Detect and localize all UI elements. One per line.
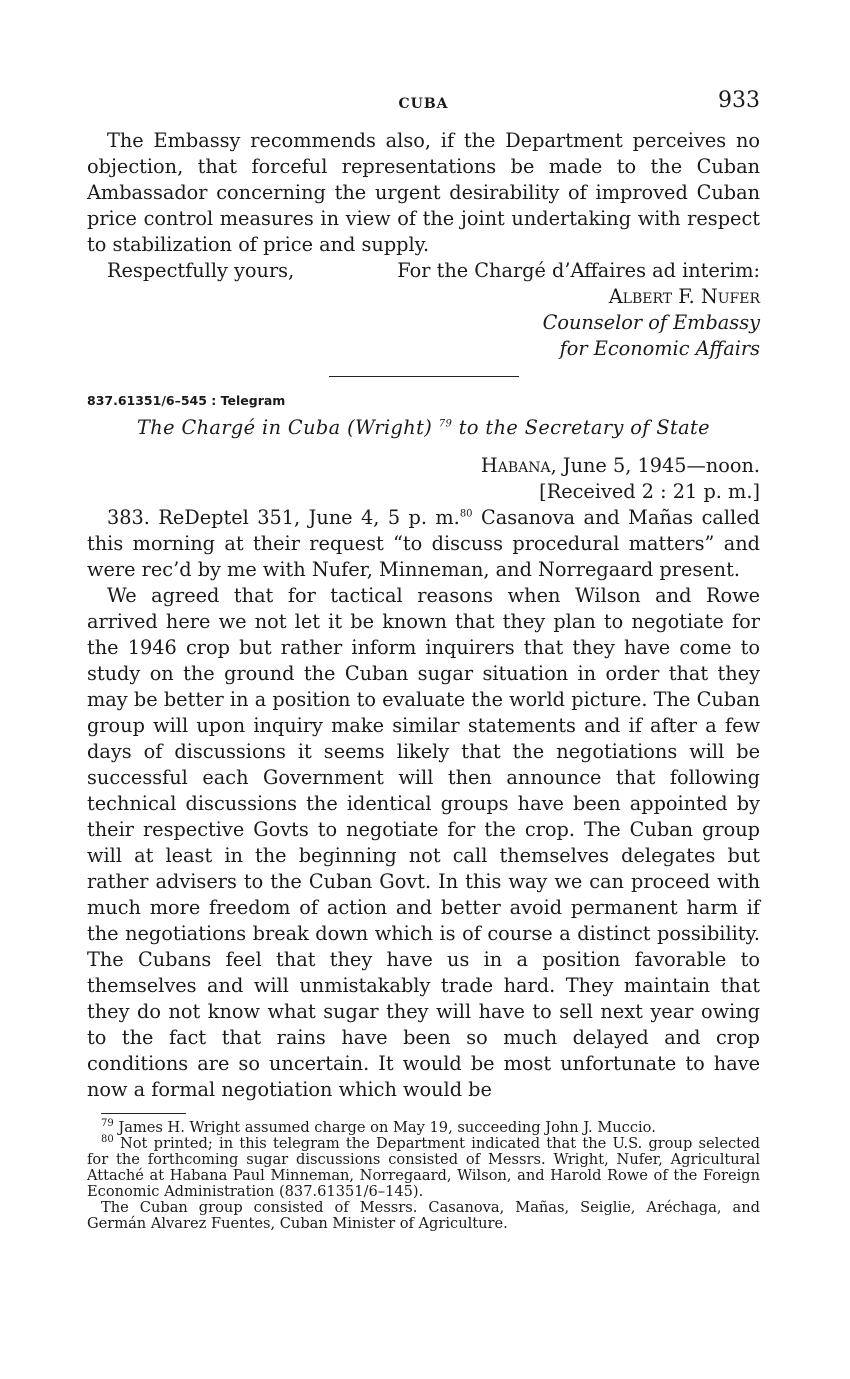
page <box>87 88 760 1232</box>
footnote-79 <box>87 1120 760 1136</box>
closing-phrase: Respectfully yours, <box>107 259 295 282</box>
dateline-place: Habana <box>480 454 551 477</box>
dateline <box>87 453 760 479</box>
telegram-p1-after: Casanova and Mañas called this morning at their request “to discuss procedural matters” and were rec’d by me with Nufer, Minneman, and Norregaard present. <box>87 506 760 581</box>
signer-title-2: for Economic Affairs <box>559 337 760 360</box>
telegram-paragraph-2: We agreed that for tactical reasons when Wilson and Rowe arrived here we not let it be known that they plan to negotiate for the 1946 crop but rather inform inquirers that they have come to study on the ground the Cuban sugar situation in order that they may be better in a position to evaluate the world picture. The Cuban group will upon inquiry make similar statements and if after a few days of discussions it seems likely that the negotiations will be successful each Government will then announce that following technical discussions the identical groups have been appointed by their respective Govts to negotiate for the crop. The Cuban group will at least in the beginning not call themselves delegates but rather advisers to the Cuban Govt. In this way we can proceed with much more freedom of action and better avoid permanent harm if the negotiations break down which is of course a distinct possibility. The Cubans feel that they have us in a position favorable to themselves and will unmistakably trade hard. They maintain that they do not know what sugar they will have to sell next year owing to the fact that rains have been so much delayed and crop conditions are so uncertain. It would be most unfortunate to have now a formal negotiation which would be <box>87 584 760 1101</box>
for-line: For the Chargé d’Affaires ad interim: <box>397 259 760 282</box>
signer-name: Albert F. Nufer <box>608 285 760 308</box>
dateline-date: , June 5, 1945—noon. <box>550 454 760 477</box>
opening-paragraph: The Embassy recommends also, if the Department perceives no objection, that forceful representations be made to the Cuban Ambassador concerning the urgent desirability of improved Cuban price control measures in view of the joint undertaking with respect to stabilization of price and supply. <box>87 129 760 256</box>
page-header <box>87 88 760 128</box>
footnote-79-number: 79 <box>101 1118 114 1130</box>
page-number: 933 <box>718 88 760 113</box>
footnote-ref-80: 80 <box>459 508 473 520</box>
received-line: [Received 2 : 21 p. m.] <box>539 480 760 503</box>
footnote-80 <box>87 1136 760 1200</box>
footnote-ref-79: 79 <box>438 418 453 430</box>
footnote-divider <box>101 1113 186 1114</box>
document-title-before: The Chargé in Cuba (Wright) <box>137 416 439 439</box>
footnote-80-number: 80 <box>101 1134 114 1146</box>
footnote-79-text: James H. Wright assumed charge on May 19, succeeding John J. Muccio. <box>113 1119 656 1136</box>
telegram-p1-before: 383. ReDeptel 351, June 4, 5 p. m. <box>107 506 460 529</box>
footnote-80-text: Not printed; in this telegram the Department indicated that the U.S. group selected for the forthcoming sugar discussions consisted of Messrs. Wright, Nufer, Agricultural Attaché at Habana Paul Minneman, Norregaard, Wilson, and Harold Rowe of the Foreign Economic Administration (837.61351/6–145). <box>87 1135 760 1200</box>
telegram-paragraph-1 <box>87 505 760 583</box>
running-head: CUBA <box>398 96 449 112</box>
section-divider <box>329 376 519 377</box>
footnote-80-continued: The Cuban group consisted of Messrs. Casanova, Mañas, Seiglie, Aréchaga, and Germán Alvarez Fuentes, Cuban Minister of Agriculture. <box>87 1199 760 1232</box>
document-title <box>87 416 760 439</box>
document-title-after: to the Secretary of State <box>452 416 710 439</box>
file-reference: 837.61351/6–545 : Telegram <box>87 393 286 408</box>
signer-title-1: Counselor of Embassy <box>542 311 760 334</box>
closing-row <box>87 258 760 284</box>
